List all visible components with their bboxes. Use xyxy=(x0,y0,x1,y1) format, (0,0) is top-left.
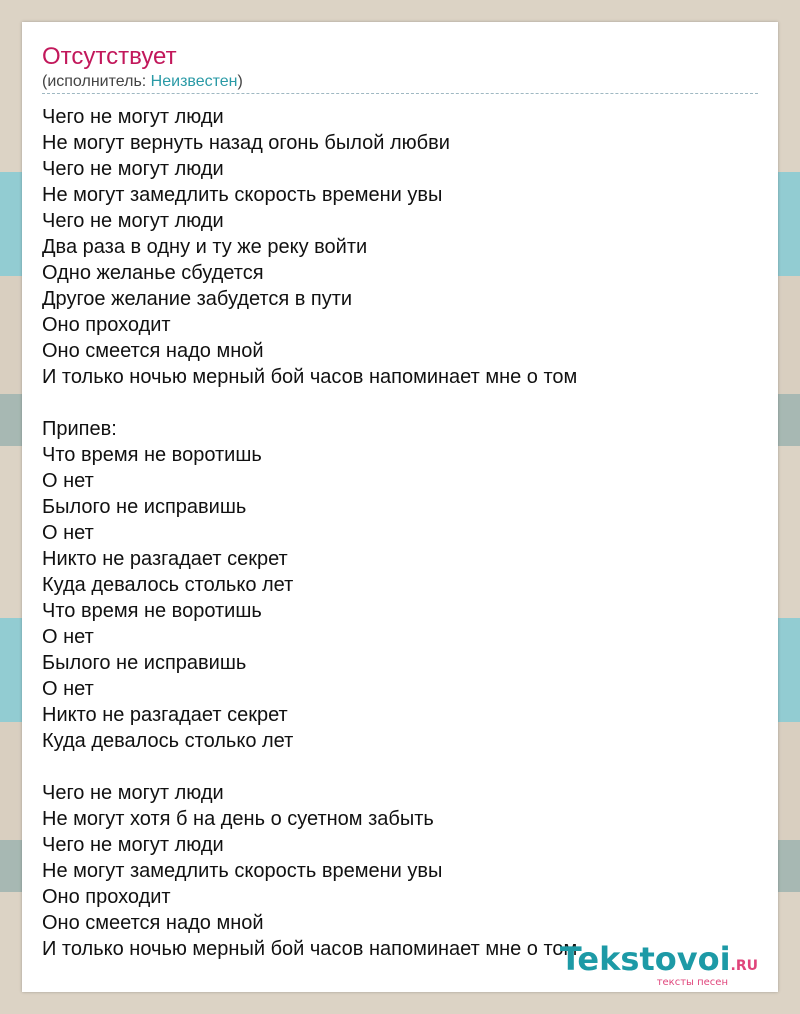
lyrics-line: Другое желание забудется в пути xyxy=(42,288,353,310)
lyrics-line: Никто не разгадает секрет xyxy=(42,548,288,570)
lyrics-line: Чего не могут люди xyxy=(42,210,224,232)
logo-tagline: тексты песен xyxy=(656,977,728,988)
header-divider xyxy=(42,93,758,94)
lyrics-line: О нет xyxy=(42,678,94,700)
lyrics-line: Оно проходит xyxy=(42,886,171,908)
performer-suffix: ) xyxy=(237,73,243,90)
lyrics-line: Оно проходит xyxy=(42,314,171,336)
lyrics-line: Что время не воротишь xyxy=(42,444,262,466)
lyrics-line: Куда девалось столько лет xyxy=(42,574,294,596)
lyrics-line: Оно смеется надо мной xyxy=(42,912,264,934)
lyrics-line: Былого не исправишь xyxy=(42,496,247,518)
lyrics-blank-line xyxy=(42,754,758,780)
lyrics-line: Не могут замедлить скорость времени увы xyxy=(42,184,443,206)
lyrics-line: О нет xyxy=(42,470,94,492)
lyrics-line: Чего не могут люди xyxy=(42,834,224,856)
lyrics-line: Не могут хотя б на день о суетном забыть xyxy=(42,808,434,830)
lyrics-line: Куда девалось столько лет xyxy=(42,730,294,752)
lyrics-line: И только ночью мерный бой часов напоминает мне о том xyxy=(42,366,578,388)
lyrics-line: Чего не могут люди xyxy=(42,106,224,128)
logo-tld: .RU xyxy=(730,958,758,974)
performer-prefix: (исполнитель: xyxy=(42,73,151,90)
lyrics-line: Припев: xyxy=(42,418,117,440)
song-title: Отсутствует xyxy=(42,43,177,70)
lyrics-line: Не могут замедлить скорость времени увы xyxy=(42,860,443,882)
lyrics-line: И только ночью мерный бой часов напоминает мне о том xyxy=(42,938,578,960)
lyrics-line: Что время не воротишь xyxy=(42,600,262,622)
lyrics-line: Чего не могут люди xyxy=(42,158,224,180)
lyrics-text xyxy=(42,104,758,962)
performer-link[interactable]: Неизвестен xyxy=(150,73,238,90)
lyrics-card xyxy=(22,22,778,992)
lyrics-line: Одно желанье сбудется xyxy=(42,262,264,284)
site-logo[interactable] xyxy=(538,940,758,990)
performer-line xyxy=(42,73,243,91)
lyrics-line: Былого не исправишь xyxy=(42,652,247,674)
lyrics-line: О нет xyxy=(42,626,94,648)
lyrics-line: О нет xyxy=(42,522,94,544)
lyrics-line: Два раза в одну и ту же реку войти xyxy=(42,236,368,258)
lyrics-line: Чего не могут люди xyxy=(42,782,224,804)
lyrics-line: Не могут вернуть назад огонь былой любви xyxy=(42,132,450,154)
lyrics-blank-line xyxy=(42,390,758,416)
lyrics-line: Никто не разгадает секрет xyxy=(42,704,288,726)
lyrics-line: Оно смеется надо мной xyxy=(42,340,264,362)
logo-name: Tekstovoi xyxy=(559,940,731,978)
logo-wordmark xyxy=(560,940,758,978)
